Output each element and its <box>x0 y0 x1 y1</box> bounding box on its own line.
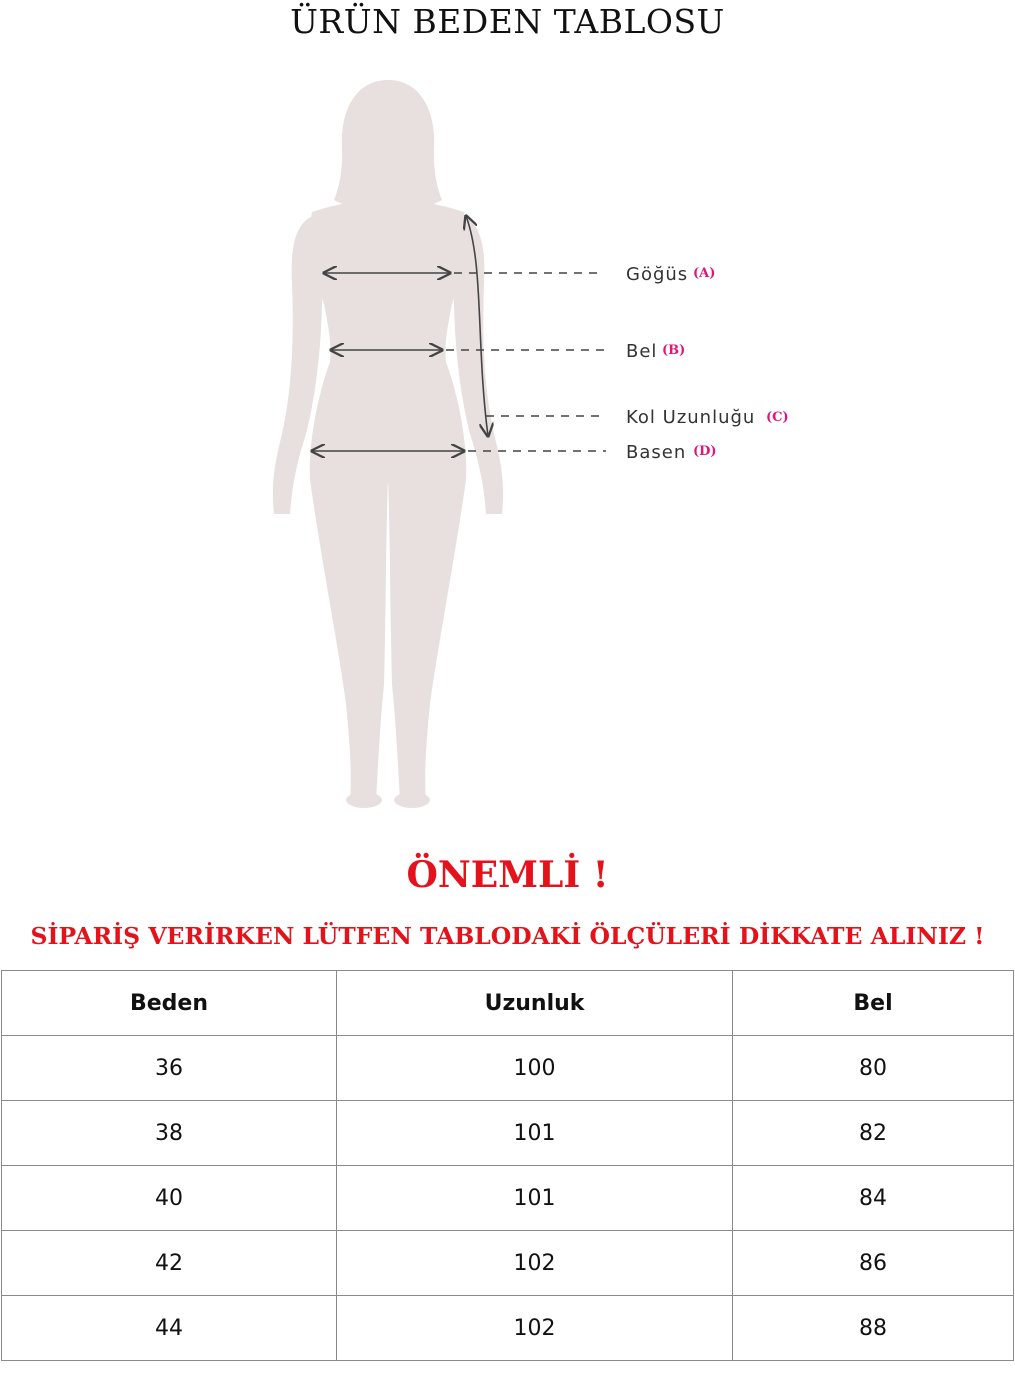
measurement-hip-label: Basen <box>626 442 687 463</box>
table-row <box>2 1231 1014 1296</box>
table-cell: 80 <box>733 1036 1014 1101</box>
table-cell: 102 <box>337 1231 733 1296</box>
table-cell: 82 <box>733 1101 1014 1166</box>
table-cell: 88 <box>733 1296 1014 1361</box>
table-cell: 101 <box>337 1101 733 1166</box>
table-row <box>2 1296 1014 1361</box>
notice-message: SİPARİŞ VERİRKEN LÜTFEN TABLODAKİ ÖLÇÜLERİ DİKKATE ALINIZ ! <box>30 922 985 950</box>
measurement-waist-label: Bel <box>626 341 658 362</box>
table-cell: 102 <box>337 1296 733 1361</box>
measurement-sleeve <box>466 216 789 436</box>
measurement-waist-code: (B) <box>662 343 686 358</box>
column-header-bel: Bel <box>733 971 1014 1036</box>
table-cell: 40 <box>2 1166 337 1231</box>
column-header-beden: Beden <box>2 971 337 1036</box>
measurement-chest-label: Göğüs <box>626 264 689 285</box>
body-silhouette <box>273 80 503 808</box>
table-cell: 84 <box>733 1166 1014 1231</box>
measurement-chest-code: (A) <box>693 266 716 281</box>
table-cell: 101 <box>337 1166 733 1231</box>
table-row <box>2 1101 1014 1166</box>
page-title: ÜRÜN BEDEN TABLOSU <box>290 2 725 41</box>
important-heading: ÖNEMLİ ! <box>406 854 609 896</box>
table-cell: 100 <box>337 1036 733 1101</box>
size-table <box>1 970 1014 1361</box>
table-cell: 86 <box>733 1231 1014 1296</box>
column-header-uzunluk: Uzunluk <box>337 971 733 1036</box>
measurement-sleeve-label: Kol Uzunluğu <box>626 407 756 428</box>
table-row <box>2 1036 1014 1101</box>
body-measurement-figure <box>0 44 1015 824</box>
table-cell: 38 <box>2 1101 337 1166</box>
measurement-hip-code: (D) <box>693 444 717 459</box>
table-cell: 36 <box>2 1036 337 1101</box>
table-cell: 44 <box>2 1296 337 1361</box>
table-cell: 42 <box>2 1231 337 1296</box>
body-silhouette-diagram <box>0 44 1015 824</box>
measurement-sleeve-code: (C) <box>766 410 789 425</box>
table-header-row <box>2 971 1014 1036</box>
table-row <box>2 1166 1014 1231</box>
